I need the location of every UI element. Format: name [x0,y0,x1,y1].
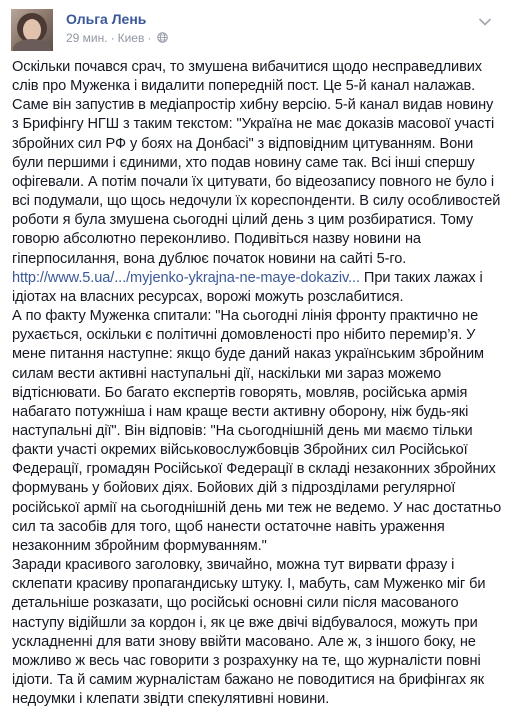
post-paragraph: Заради красивого заголовку, звичайно, можна тут вирвати фразу і склепати красиву пропагандиську штуку. І, мабуть, сам Муженко міг би детальніше розказати, що російські основні сили після масованого наступу відійшли за кордон і, як це вже двічі відбувалося, можуть при ускладненні для вати знову ввійти масовано. Але ж, з іншого боку, не можливо ж весь час говорити з розрахунку на те, що журналісти повні ідіоти. Та й самим журналістам бажано не поводитися на брифінгах як недоумки і клепати звідти спекулятивні новини. [12,557,486,708]
post-time[interactable]: 29 мин. [66,31,108,45]
author-name[interactable]: Ольга Лень [66,11,147,27]
post-paragraph: Оскільки почався срач, то змушена вибачитися щодо несправедливих слів про Муженка і видалити попередній пост. Це 5-й канал налажав. Саме він запустив в медіапростір хибну версію. 5-й канал видав новину з Брифінгу НГШ з таким текстом: "Україна не має доказів масової участі збройних сил РФ у боях на Донбасі" з відповідним цитуванням. Вони були першими і єдиними, хто подав новину саме так. Всі інші спершу офігевали. А потім почали їх цитувати, бо відеозапису повного не було і всі подумали, що щось недочули їх кореспонденти. В силу особливостей роботи я була змушена сьогодні цілий день з цим розбиратися. Тому говорю абсолютно переконливо. Подивіться назву новини на гіперпосилання, вона дублює початок новини на сайті 5-го. [12,59,501,267]
avatar-face [23,19,41,41]
meta-separator-2: · [147,31,152,45]
meta-separator: · [110,31,115,45]
article-link[interactable]: http://www.5.ua/.../myjenko-ykrajna-ne-maye-dokaziv... [12,269,360,286]
post-location[interactable]: Киев [117,31,145,45]
post-body [12,58,502,709]
post-text: При таких лажах і ідіотах на власних ресурсах, ворожі можуть розслабитися. [12,269,483,305]
avatar-shoulders [13,39,51,51]
post-meta [66,31,168,45]
chevron-down-icon[interactable] [478,17,492,27]
post-header [11,9,498,53]
post-paragraph: А по факту Муженка спитали: "На сьогодні лінія фронту практично не рухається, оскільки є політичні домовленості про нібито перемир’я. У мене питання наступне: якщо буде даний наказ українським збройним силам вести активні наступальні дії, наскільки ми зараз можемо відтіснювати. Бо багато експертів говорять, мовляв, російська армія набагато потужніша і нам краще вести активну оборону, ніж будь-які наступальні дії". Він відповів: "На сьогоднішній день ми маємо тільки факти участі окремих військовослужбовців Збройних сил Російської Федерації, громадян Російської Федерації в складі незаконних збройних формувань у бойових діях. Бойових дій з підрозділами регулярної російської армії на сьогоднішній день ми теж не ведемо. У нас достатньо сил та засобів для того, щоб нанести остаточне навіть ураження незаконним збройним формуванням." [12,308,502,554]
globe-icon[interactable] [157,32,168,43]
avatar[interactable] [11,9,53,51]
post-paragraph [12,269,502,307]
